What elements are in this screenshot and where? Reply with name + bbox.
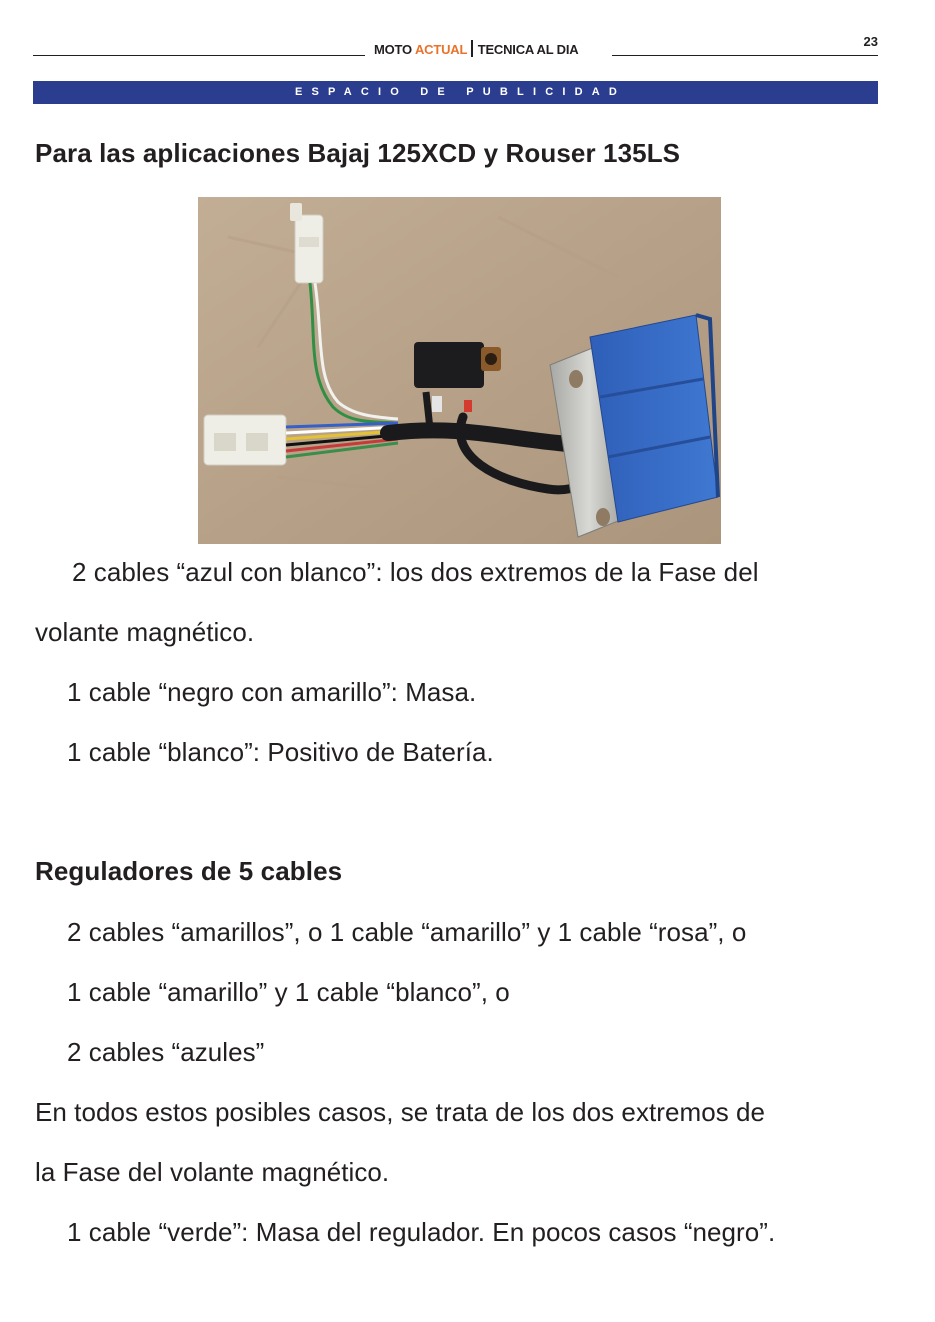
section-heading-bajaj: Para las aplicaciones Bajaj 125XCD y Rouser 135LS [35,138,681,168]
ad-banner-text: ESPACIO DE PUBLICIDAD [294,86,627,98]
body-line: 1 cable “amarillo” y 1 cable “blanco”, o [67,977,510,1007]
body-line: 2 cables “amarillos”, o 1 cable “amarillo” y 1 cable “rosa”, o [67,917,747,947]
magazine-header [374,40,578,57]
body-line: la Fase del volante magnético. [35,1157,390,1187]
header-rule-right [612,55,878,56]
body-line: 1 cable “blanco”: Positivo de Batería. [67,737,494,767]
header-rule-left [33,55,365,56]
regulator-photo [198,197,721,544]
body-line: 1 cable “negro con amarillo”: Masa. [67,677,477,707]
body-line: volante magnético. [35,617,255,647]
header-separator [471,40,473,57]
brand-moto: MOTO [374,42,412,57]
section-heading-reguladores: Reguladores de 5 cables [35,856,343,886]
brand-actual: ACTUAL [414,42,468,57]
page-number: 23 [863,34,878,49]
body-line: En todos estos posibles casos, se trata de los dos extremos de [35,1097,766,1127]
body-line: 2 cables “azul con blanco”: los dos extremos de la Fase del [72,557,759,587]
body-line: 1 cable “verde”: Masa del regulador. En pocos casos “negro”. [67,1217,776,1247]
ad-banner [33,81,878,104]
section-title: TECNICA AL DIA [477,42,579,57]
body-line: 2 cables “azules” [67,1037,265,1067]
